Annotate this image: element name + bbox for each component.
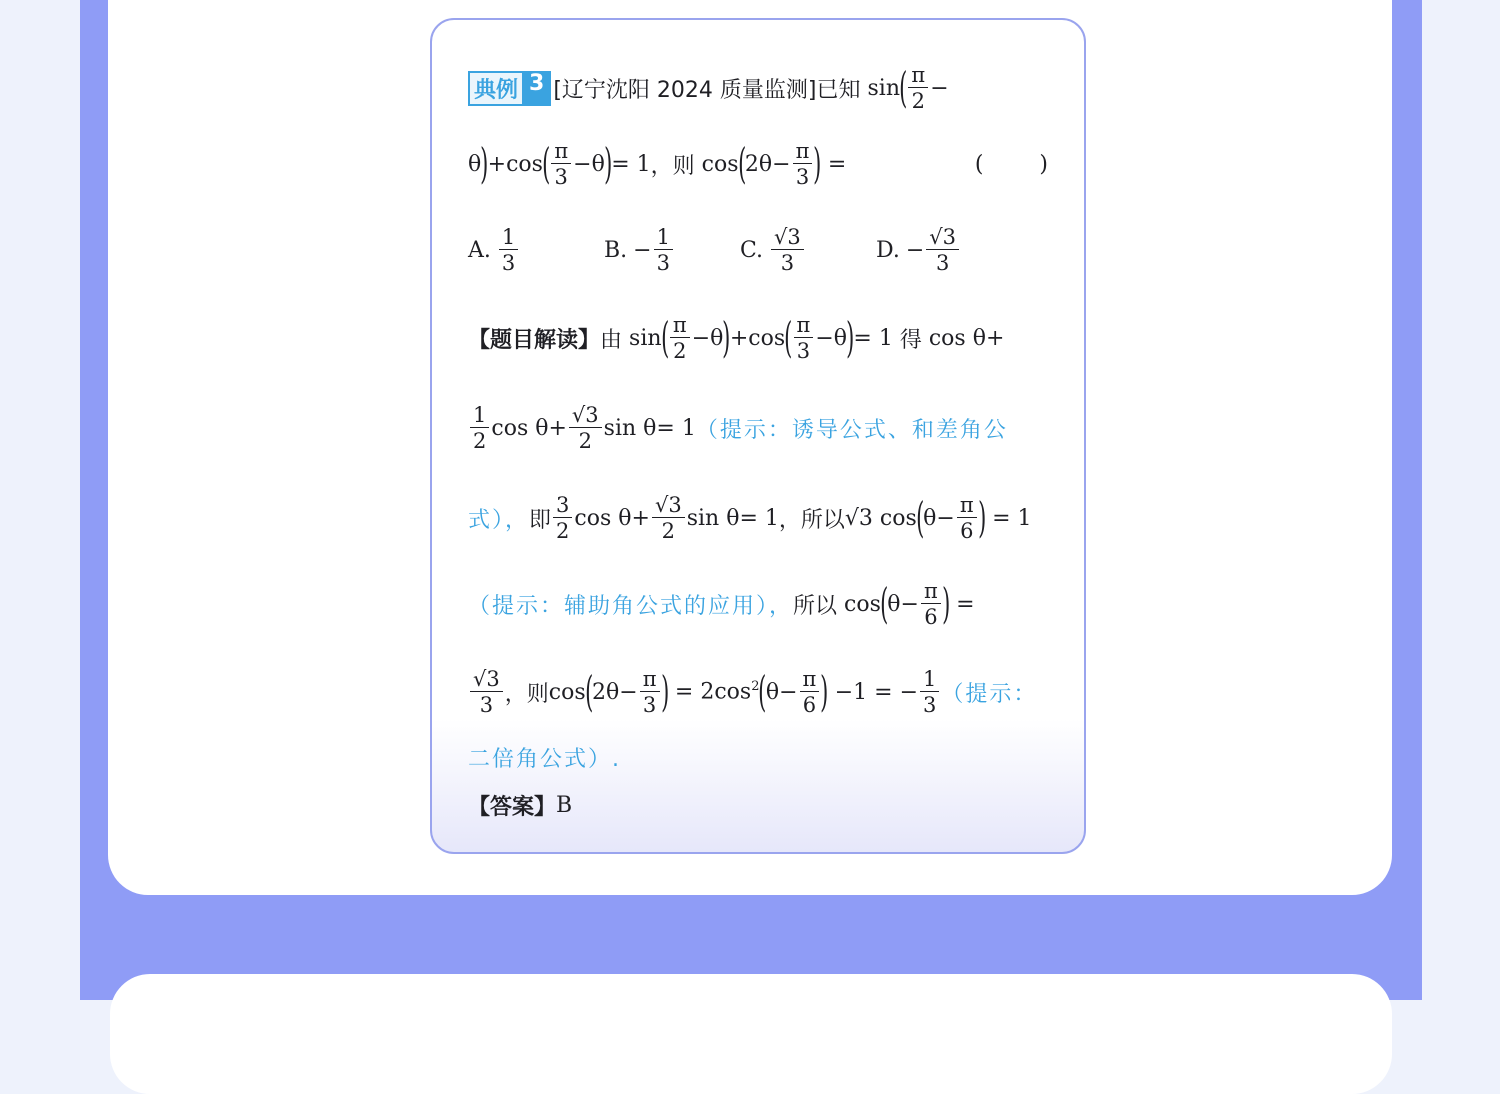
problem-line-1: 典例 3 [辽宁沈阳 2024 质量监测] 已知 sin ( $\frac{\pi}{2}$ −: [468, 64, 1048, 112]
next-content-sheet: [110, 974, 1392, 1094]
analysis-line-2: $\frac{1}{2}$ cos θ + $\frac{√3}{2}$ sin θ = 1 （提示：诱导公式、和差角公: [468, 404, 1048, 452]
choice-c: C. $\frac{√3}{3}$: [740, 226, 876, 274]
fraction: $\frac{\pi}{3}$: [793, 140, 813, 188]
choices-row: [468, 226, 1048, 274]
example-card: [430, 18, 1086, 854]
problem-intro: 已知: [816, 77, 861, 103]
hint-double-angle: （提示：: [941, 681, 1038, 707]
fraction: $\frac{\pi}{2}$: [908, 64, 928, 112]
choice-a: A. $\frac{1}{3}$: [468, 226, 604, 274]
choice-d: D. − $\frac{√3}{3}$: [876, 226, 961, 274]
problem-source: [辽宁沈阳 2024 质量监测]: [553, 77, 817, 103]
analysis-line-1: 【题目解读】 由 sin ( $\frac{\pi}{2}$ − θ ) +cos ( $\frac{\pi}{3}$ − θ ) = 1 得 cos θ +: [468, 313, 1005, 364]
analysis-line-6: 二倍角公式）.: [468, 747, 621, 772]
choice-b: B. − $\frac{1}{3}$: [604, 226, 740, 274]
analysis-line-5: $\frac{√3}{3}$ ，则 cos ( 2 θ − $\frac{\pi}{3}$ ) = $2\cos^2$ ( θ − $\frac{\pi}{6}$ ) −1 = − $\frac{1}{3}$ （提示：: [468, 668, 1048, 716]
answer-tag: 【答案】: [468, 795, 557, 820]
answer-value: B: [556, 793, 573, 818]
analysis-line-3: 式）， 即 $\frac{3}{2}$ cos θ + $\frac{√3}{2}$ sin θ = 1 ，所以 √3 cos ( θ − $\frac{\pi}{6}$ ) = 1: [468, 493, 1032, 544]
example-badge: 典例 3: [468, 71, 551, 106]
hint-induction: （提示：诱导公式、和差角公: [695, 417, 1008, 443]
problem-line-2: θ ) +cos ( $\frac{\pi}{3}$ − θ ) = 1 ，则 cos ( 2 θ − $\frac{\pi}{3}$ ) = ( ): [468, 139, 1048, 190]
fraction: $\frac{\pi}{3}$: [551, 140, 571, 188]
analysis-line-4: （提示：辅助角公式的应用）， 所以 cos ( θ − $\frac{\pi}{6}$ ) =: [468, 579, 975, 630]
analysis-tag: 【题目解读】: [468, 327, 601, 353]
answer-line: [468, 790, 1048, 821]
answer-blank: ( ): [974, 151, 1048, 177]
hint-auxiliary: （提示：辅助角公式的应用），: [468, 593, 794, 619]
